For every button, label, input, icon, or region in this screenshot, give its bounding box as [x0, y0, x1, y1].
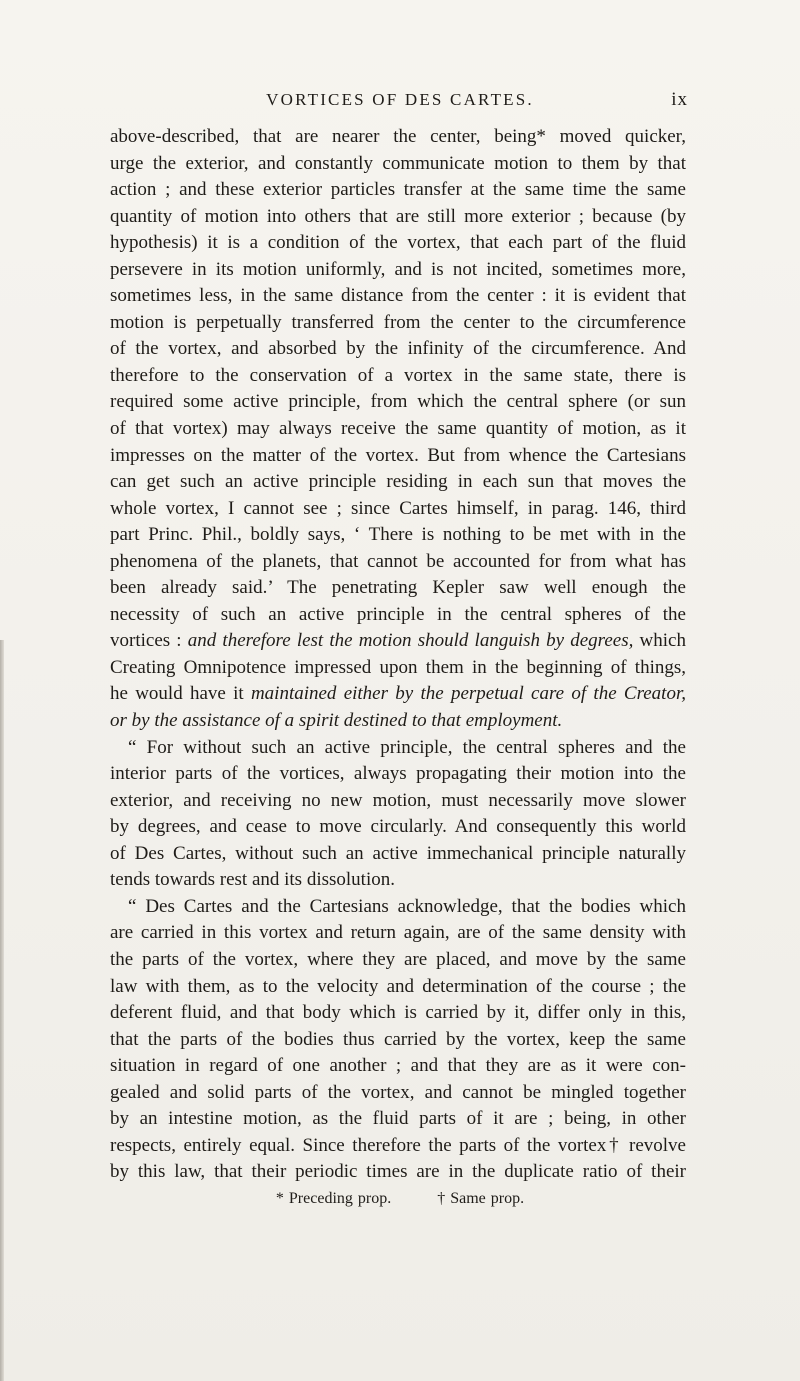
text-line [110, 947, 686, 974]
italic-segment: and therefore lest the motion should languish by degrees, [187, 630, 634, 652]
text-segment: by this law, that their periodic times are in the duplicate ratio of their [110, 1161, 686, 1183]
text-line [110, 920, 686, 947]
text-segment: exterior, and receiving no new motion, must necessarily move slower [110, 789, 686, 811]
text-line [110, 814, 686, 841]
italic-segment: or by the assistance of a spirit destined to that employment. [110, 710, 563, 732]
text-segment: of the vortex, and absorbed by the infinity of the circumference. And [110, 338, 686, 360]
text-line [110, 841, 686, 868]
page-number: ix [671, 89, 688, 110]
text-segment: therefore to the conservation of a vortex in the same state, there is [110, 364, 686, 386]
text-line [110, 1080, 686, 1107]
text-segment: which [633, 630, 686, 652]
text-segment: phenomena of the planets, that cannot be accounted for from what has [110, 550, 686, 572]
text-line [110, 602, 686, 629]
text-segment: can get such an active principle residing in each sun that moves the [110, 471, 686, 493]
text-segment: quantity of motion into others that are still more exterior ; because (by [110, 205, 686, 227]
text-segment: of Des Cartes, without such an active immechanical principle naturally [110, 842, 686, 864]
text-segment: sometimes less, in the same distance from the center : it is evident that [110, 285, 686, 307]
text-line [110, 336, 686, 363]
text-segment: necessity of such an active principle in the central spheres of the [110, 603, 686, 625]
text-line [110, 443, 686, 470]
text-line [110, 230, 686, 257]
text-line [110, 177, 686, 204]
text-line [110, 1053, 686, 1080]
text-segment: impresses on the matter of the vortex. But from whence the Cartesians [110, 444, 686, 466]
text-line [110, 628, 686, 655]
text-line [110, 575, 686, 602]
text-segment: the parts of the vortex, where they are placed, and move by the same [110, 948, 686, 970]
italic-segment: maintained either by the perpetual care of the Creator, [250, 683, 687, 705]
text-segment: part Princ. Phil., boldly says, ‘ There is nothing to be met with in the [110, 524, 686, 546]
text-line [110, 257, 686, 284]
text-segment: “ Des Cartes and the Cartesians acknowledge, that the bodies which [128, 895, 686, 917]
text-segment: by an intestine motion, as the fluid parts of it are ; being, in other [110, 1108, 686, 1130]
text-line [110, 894, 686, 921]
footnote-same-prop: † Same prop. [437, 1190, 525, 1207]
text-segment: above-described, that are nearer the center, being* moved quicker, [110, 126, 686, 147]
text-line [110, 681, 686, 708]
text-segment: hypothesis) it is a condition of the vortex, that each part of the fluid [110, 232, 686, 254]
text-line [110, 549, 686, 576]
text-segment: action ; and these exterior particles transfer at the same time the same [110, 179, 686, 201]
text-line [110, 310, 686, 337]
text-line [110, 389, 686, 416]
footnotes [0, 1190, 800, 1208]
text-segment: vortices : [110, 630, 188, 652]
text-line [110, 761, 686, 788]
text-segment: respects, entirely equal. Since therefore the parts of the vortex† revolve [110, 1134, 686, 1156]
text-line [110, 708, 686, 735]
text-segment: he would have it [110, 683, 251, 705]
footnote-preceding-prop: * Preceding prop. [275, 1190, 392, 1207]
text-line [110, 1106, 686, 1133]
text-segment: urge the exterior, and constantly communicate motion to them by that [110, 152, 686, 174]
text-line [110, 496, 686, 523]
text-line [110, 1027, 686, 1054]
text-segment: deferent fluid, and that body which is carried by it, differ only in this, [110, 1002, 686, 1024]
text-segment: by degrees, and cease to move circularly. And consequently this world [110, 816, 686, 838]
text-line [110, 655, 686, 682]
text-line [110, 788, 686, 815]
text-line [110, 469, 686, 496]
text-segment: Creating Omnipotence impressed upon them in the beginning of things, [110, 656, 686, 678]
text-segment: persevere in its motion uniformly, and is not incited, sometimes more, [110, 258, 686, 280]
text-segment: motion is perpetually transferred from the center to the circumference [110, 311, 686, 333]
text-segment: situation in regard of one another ; and that they are as it were con- [110, 1055, 686, 1077]
text-segment: tends towards rest and its dissolution. [110, 869, 395, 891]
text-line [110, 363, 686, 390]
text-line [110, 283, 686, 310]
text-line [110, 124, 686, 151]
page-edge-shadow [0, 640, 4, 1381]
text-segment: “ For without such an active principle, the central spheres and the [128, 736, 686, 758]
text-segment: interior parts of the vortices, always propagating their motion into the [110, 763, 686, 785]
text-line [110, 1133, 686, 1160]
text-segment: required some active principle, from which the central sphere (or sun [110, 391, 686, 413]
text-line [110, 416, 686, 443]
text-line [110, 151, 686, 178]
text-line [110, 1000, 686, 1027]
text-segment: are carried in this vortex and return again, are of the same density with [110, 922, 686, 944]
text-segment: been already said.’ The penetrating Kepler saw well enough the [110, 577, 686, 599]
text-line [110, 735, 686, 762]
text-line [110, 1159, 686, 1186]
text-segment: of that vortex) may always receive the same quantity of motion, as it [110, 418, 686, 440]
running-title: VORTICES OF DES CARTES. [266, 90, 534, 109]
text-segment: law with them, as to the velocity and determination of the course ; the [110, 975, 686, 997]
text-segment: that the parts of the bodies thus carried by the vortex, keep the same [110, 1028, 686, 1050]
page-header [0, 88, 800, 112]
text-segment: whole vortex, I cannot see ; since Cartes himself, in parag. 146, third [110, 497, 686, 519]
text-line [110, 204, 686, 231]
text-line [110, 974, 686, 1001]
body-text [110, 124, 686, 1186]
text-line [110, 867, 686, 894]
text-line [110, 522, 686, 549]
text-segment: gealed and solid parts of the vortex, and cannot be mingled together [110, 1081, 686, 1103]
